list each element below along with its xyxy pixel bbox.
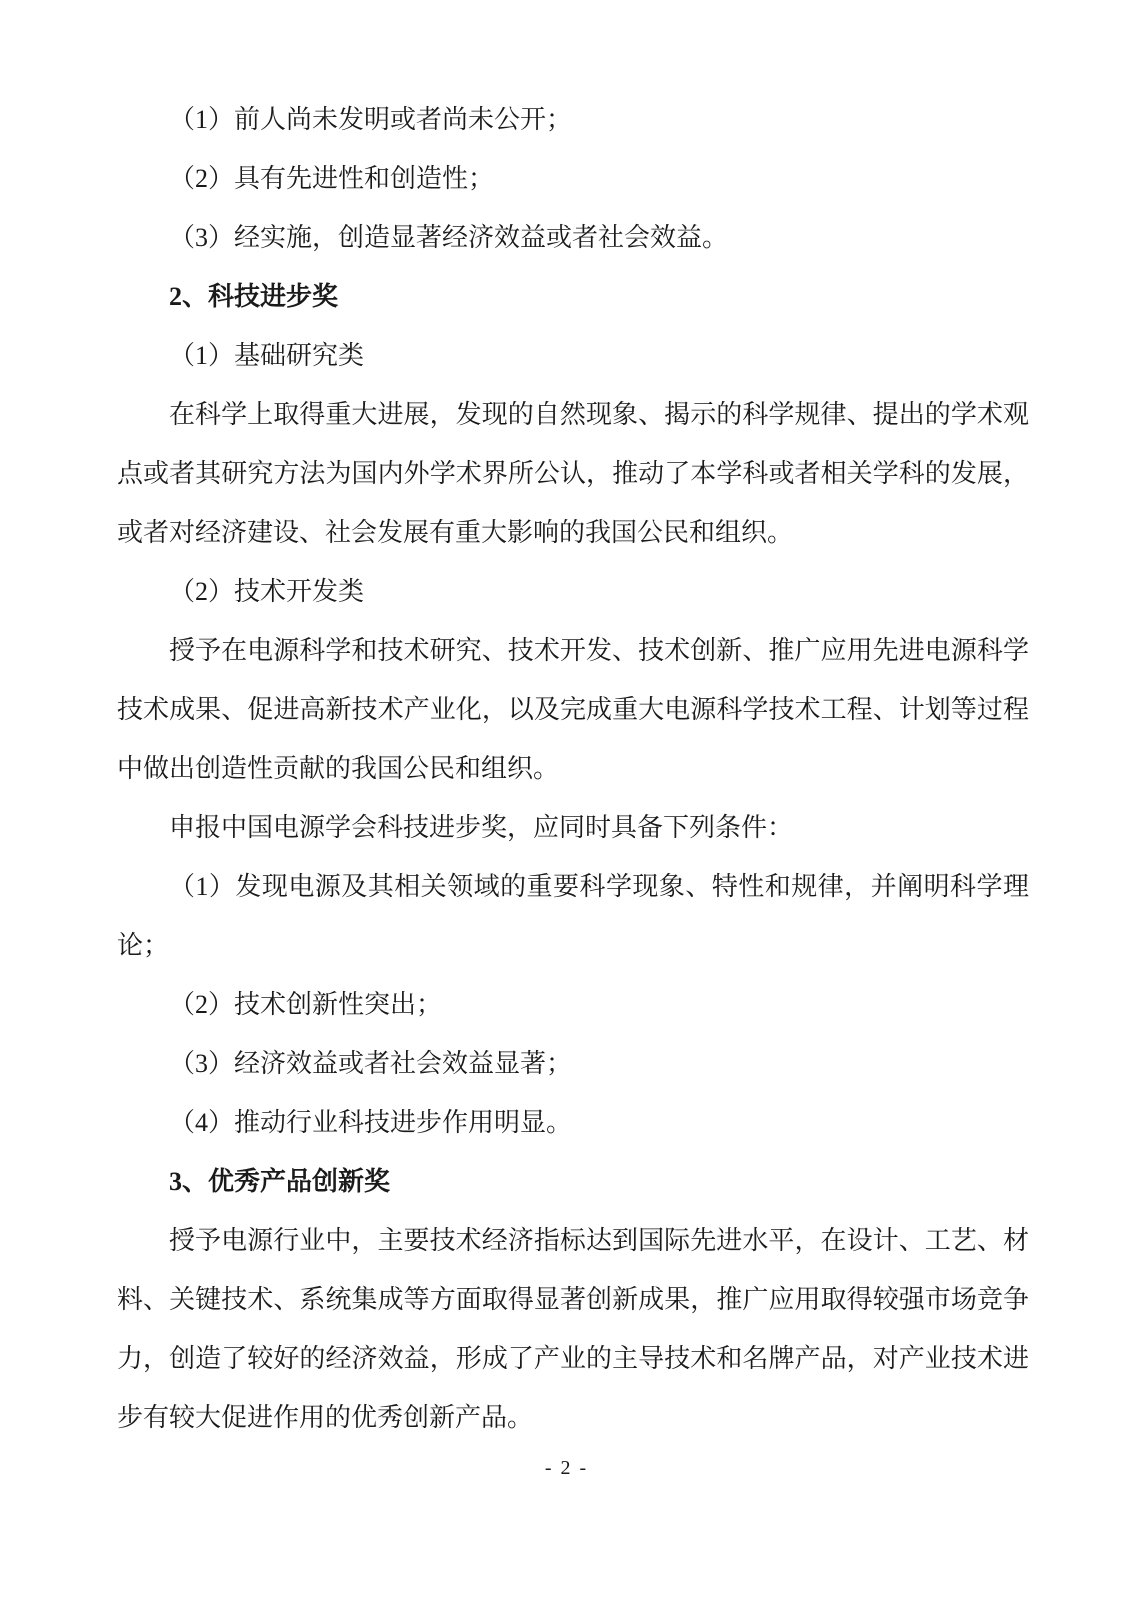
clause-item: （2）具有先进性和创造性；: [169, 164, 495, 193]
clause-item: （2）技术创新性突出；: [169, 990, 443, 1019]
page-number: - 2 -: [544, 1457, 589, 1479]
body-paragraph: 申报中国电源学会科技进步奖，应同时具备下列条件：: [169, 813, 794, 842]
document-body: [117, 90, 1029, 1447]
clause-item: （3）经实施，创造显著经济效益或者社会效益。: [169, 223, 729, 252]
clause-item: （1）基础研究类: [169, 341, 365, 370]
clause-item: （1）发现电源及其相关领域的重要科学现象、特性和规律，并阐明科学理论；: [117, 872, 1029, 960]
section-heading: 2、科技进步奖: [169, 282, 339, 311]
section-heading: 3、优秀产品创新奖: [169, 1167, 391, 1196]
body-paragraph: 授予在电源科学和技术研究、技术开发、技术创新、推广应用先进电源科学技术成果、促进高新技术产业化，以及完成重大电源科学技术工程、计划等过程中做出创造性贡献的我国公民和组织。: [117, 636, 1029, 783]
clause-item: （1）前人尚未发明或者尚未公开；: [169, 105, 573, 134]
body-paragraph: 在科学上取得重大进展，发现的自然现象、揭示的科学规律、提出的学术观点或者其研究方法为国内外学术界所公认，推动了本学科或者相关学科的发展，或者对经济建设、社会发展有重大影响的我国公民和组织。: [117, 400, 1029, 547]
clause-item: （3）经济效益或者社会效益显著；: [169, 1049, 573, 1078]
clause-item: （4）推动行业科技进步作用明显。: [169, 1108, 573, 1137]
body-paragraph: 授予电源行业中，主要技术经济指标达到国际先进水平，在设计、工艺、材料、关键技术、系统集成等方面取得显著创新成果，推广应用取得较强市场竞争力，创造了较好的经济效益，形成了产业的主导技术和名牌产品，对产业技术进步有较大促进作用的优秀创新产品。: [117, 1226, 1029, 1432]
clause-item: （2）技术开发类: [169, 577, 365, 606]
